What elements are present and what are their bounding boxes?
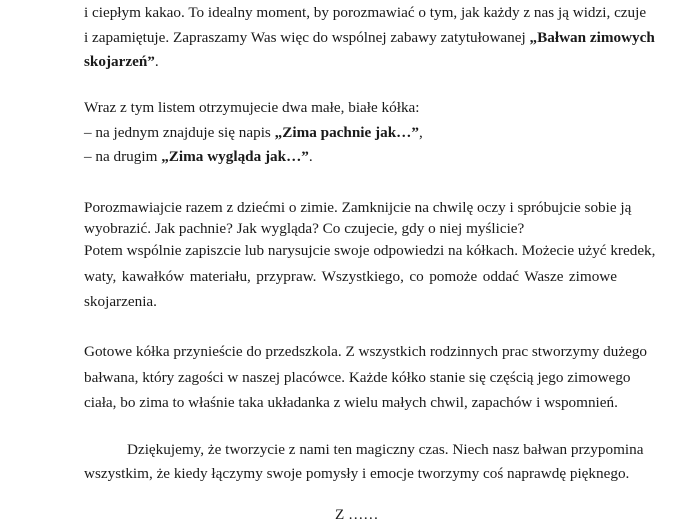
game-title-end: skojarzeń” — [84, 53, 155, 70]
game-title: „Bałwan zimowych — [529, 29, 655, 46]
closing-line-clipped: Z …… — [335, 506, 379, 523]
document-page: i ciepłym kakao. To idealny moment, by porozmawiać o tym, jak każdy z nas ją widzi, czuje i zapamiętuje. Zapraszamy Was więc do wspólnej zabawy zatytułowanej „Bałwan zimowych skojarzeń”. Wraz z tym listem otrzymujecie dwa małe, białe kółka: – na jednym znajduje się napis „Zima pachnie jak…”, – na drugim „Zima wygląda jak…”. Porozmawiajcie razem z dziećmi o zimie. Zamknijcie na chwilę oczy i spróbujcie sobie ją wyobrazić. Jak pachnie? Jak wygląda? Co czujecie, gdy o niej myślicie? Potem wspólnie zapiszcie lub narysujcie swoje odpowiedzi na kółkach. Możecie użyć kredek, waty, kawałków materiału, przypraw. Wszystkiego, co pomoże oddać Wasze zimowe skojarzenia. Gotowe kółka przynieście do przedszkola. Z wszystkich rodzinnych prac stworzymy dużego bałwana, który zagości w naszej placówce. Każde kółko stanie się częścią jego zimowego ciała, bo zima to właśnie taka układanka z wielu małych chwil, zapachów i wspomnień. Dziękujemy, że tworzycie z nami ten magiczny czas. Niech nasz bałwan przypomina wszystkim, że kiedy łączymy swoje pomysły i emocje tworzymy coś naprawdę pięknego. Z …… — [84, 4, 656, 523]
